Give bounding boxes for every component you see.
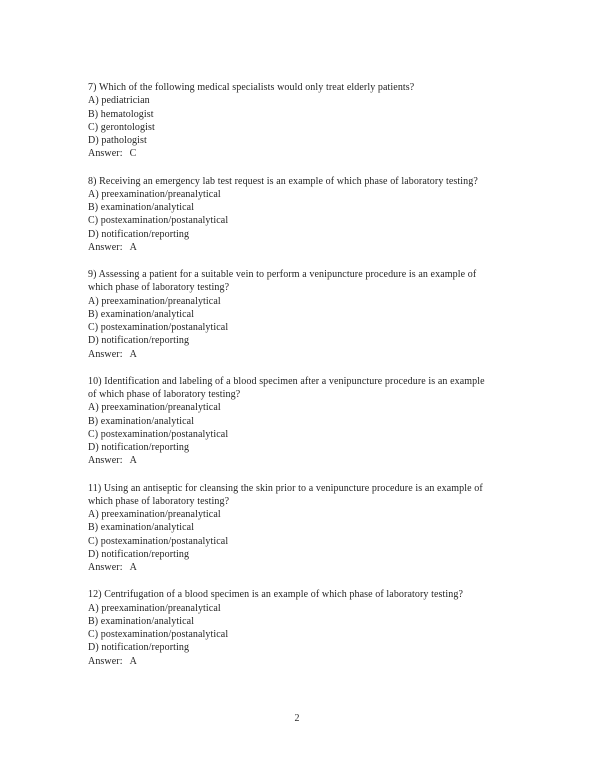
choice-d: D) notification/reporting — [88, 548, 190, 560]
answer-label: Answer: — [88, 655, 123, 667]
page-content — [88, 81, 533, 682]
answer-value: A — [129, 562, 137, 573]
question-10 — [88, 375, 533, 468]
answer-line — [88, 241, 533, 254]
choice-a: A) preexamination/preanalytical — [88, 402, 221, 414]
answer-value: C — [129, 148, 137, 160]
choice-a: A) preexamination/preanalytical — [88, 188, 221, 200]
question-11 — [88, 482, 533, 575]
answer-value: A — [129, 655, 137, 667]
question-text-line-2: which phase of laboratory testing? — [88, 495, 230, 507]
answer-label: Answer: — [88, 148, 123, 160]
choice-c: C) postexamination/postanalytical — [88, 535, 229, 547]
answer-line — [88, 348, 533, 361]
answer-label: Answer: — [88, 348, 123, 360]
question-text: 12) Centrifugation of a blood specimen is an example of which phase of laboratory testing? — [88, 589, 464, 601]
choice-d: D) notification/reporting — [88, 642, 190, 654]
question-text: 11) Using an antiseptic for cleansing the skin prior to a venipuncture procedure is an example of — [88, 482, 483, 494]
choice-b: B) hematologist — [88, 108, 154, 120]
choice-b: B) examination/analytical — [88, 415, 195, 427]
choice-c: C) gerontologist — [88, 121, 155, 133]
page-number: 2 — [294, 713, 300, 724]
choice-a: A) preexamination/preanalytical — [88, 295, 221, 307]
choice-c: C) postexamination/postanalytical — [88, 322, 229, 333]
answer-line — [88, 147, 533, 160]
choice-a: A) pediatrician — [88, 95, 150, 107]
question-text-line-2: which phase of laboratory testing? — [88, 282, 230, 294]
choice-d: D) notification/reporting — [88, 335, 190, 347]
question-text: 8) Receiving an emergency lab test request is an example of which phase of laboratory testing? — [88, 175, 478, 187]
answer-line — [88, 561, 533, 574]
answer-line — [88, 655, 533, 668]
choice-b: B) examination/analytical — [88, 308, 195, 320]
choice-b: B) examination/analytical — [88, 615, 195, 627]
question-text-line-2: of which phase of laboratory testing? — [88, 389, 241, 400]
answer-value: A — [129, 348, 137, 360]
answer-label: Answer: — [88, 562, 123, 573]
question-8 — [88, 175, 533, 255]
choice-b: B) examination/analytical — [88, 522, 195, 534]
question-text: 9) Assessing a patient for a suitable vein to perform a venipuncture procedure is an example of — [88, 269, 477, 280]
question-9 — [88, 268, 533, 361]
choice-d: D) notification/reporting — [88, 442, 190, 453]
answer-value: A — [129, 455, 137, 467]
question-text: 10) Identification and labeling of a blood specimen after a venipuncture procedure is an example — [88, 375, 485, 387]
choice-a: A) preexamination/preanalytical — [88, 509, 221, 520]
choice-b: B) examination/analytical — [88, 202, 195, 213]
choice-c: C) postexamination/postanalytical — [88, 428, 229, 440]
choice-d: D) notification/reporting — [88, 228, 190, 240]
answer-line — [88, 454, 533, 467]
question-7 — [88, 81, 533, 161]
choice-d: D) pathologist — [88, 135, 147, 146]
answer-label: Answer: — [88, 455, 123, 467]
question-text: 7) Which of the following medical specialists would only treat elderly patients? — [88, 82, 415, 93]
choice-c: C) postexamination/postanalytical — [88, 215, 229, 227]
choice-c: C) postexamination/postanalytical — [88, 629, 229, 640]
choice-a: A) preexamination/preanalytical — [88, 602, 221, 614]
answer-label: Answer: — [88, 241, 123, 253]
answer-value: A — [129, 241, 137, 253]
question-12 — [88, 588, 533, 668]
